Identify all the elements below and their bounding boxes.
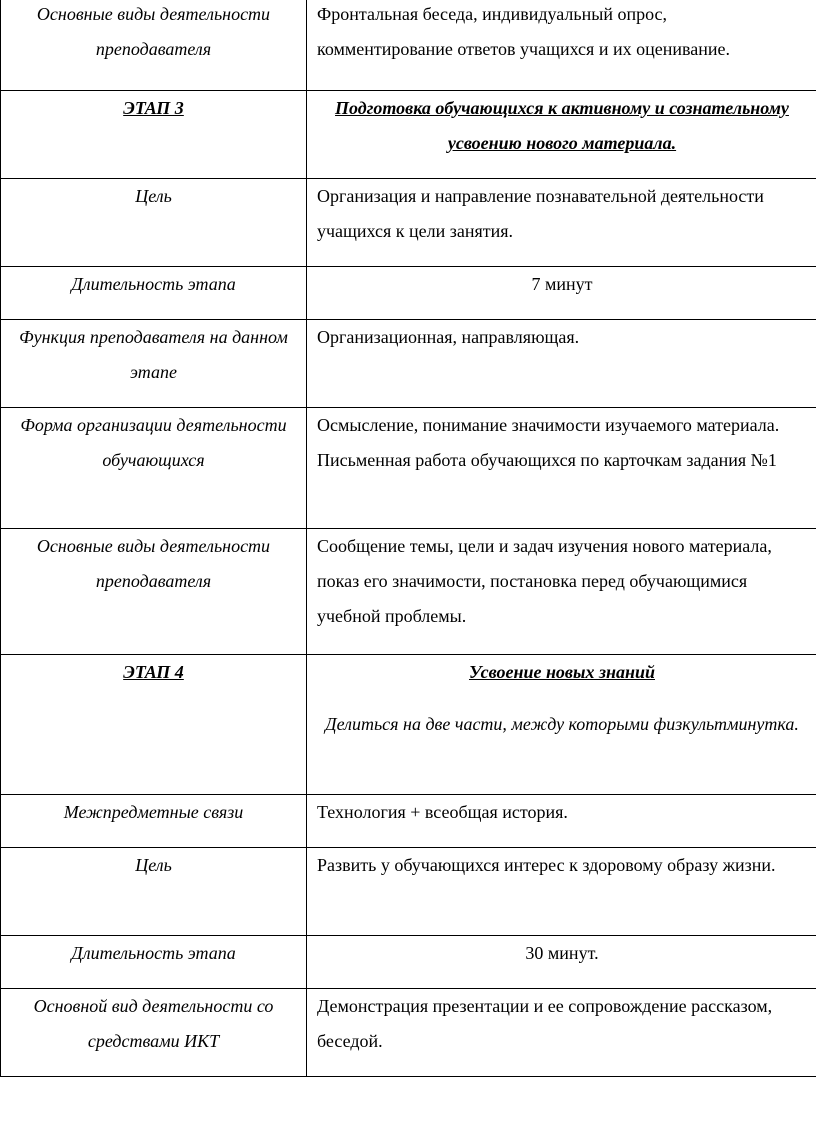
stage-3-title: Подготовка обучающихся к активному и сознательному усвоению нового материала. bbox=[335, 98, 789, 153]
stage-3-label: ЭТАП 3 bbox=[123, 98, 184, 118]
stage-4-note: Делиться на две части, между которыми физкультминутка. bbox=[325, 714, 799, 734]
table-row bbox=[1, 936, 816, 989]
row-value-cell bbox=[307, 408, 816, 529]
row-value-cell bbox=[307, 179, 816, 267]
row-value-cell bbox=[307, 795, 816, 848]
table-row bbox=[1, 320, 816, 408]
row-value: Технология + всеобщая история. bbox=[317, 802, 568, 822]
stage-label-cell bbox=[1, 655, 307, 795]
row-label-cell bbox=[1, 0, 307, 91]
table-row-stage bbox=[1, 655, 816, 795]
row-label-cell bbox=[1, 989, 307, 1077]
row-label-cell bbox=[1, 529, 307, 655]
row-label-cell bbox=[1, 320, 307, 408]
table-row bbox=[1, 529, 816, 655]
row-value-cell bbox=[307, 267, 816, 320]
table-row bbox=[1, 267, 816, 320]
table-row bbox=[1, 0, 816, 91]
row-value: Организационная, направляющая. bbox=[317, 327, 580, 347]
row-value-cell bbox=[307, 320, 816, 408]
table-row bbox=[1, 795, 816, 848]
table-row bbox=[1, 179, 816, 267]
row-label: Функция преподавателя на данном этапе bbox=[19, 327, 288, 382]
row-value: 7 минут bbox=[531, 274, 593, 294]
row-value-cell bbox=[307, 848, 816, 936]
row-label: Основные виды деятельности преподавателя bbox=[36, 4, 271, 59]
row-label: Форма организации деятельности обучающихся bbox=[20, 415, 287, 470]
row-label: Цель bbox=[135, 186, 172, 206]
row-value-cell bbox=[307, 0, 816, 91]
row-label: Цель bbox=[135, 855, 172, 875]
row-value: Организация и направление познавательной деятельности учащихся к цели занятия. bbox=[317, 186, 764, 241]
row-value-cell bbox=[307, 529, 816, 655]
row-label-cell bbox=[1, 795, 307, 848]
row-label: Межпредметные связи bbox=[63, 802, 244, 822]
table-row bbox=[1, 989, 816, 1077]
table-row bbox=[1, 408, 816, 529]
row-value: Демонстрация презентации и ее сопровождение рассказом, беседой. bbox=[317, 996, 773, 1051]
stage-4-label: ЭТАП 4 bbox=[123, 662, 184, 682]
stage-4-title: Усвоение новых знаний bbox=[468, 662, 655, 682]
row-value: Осмысление, понимание значимости изучаемого материала. Письменная работа обучающихся по карточкам задания №1 bbox=[317, 415, 780, 470]
row-label-cell bbox=[1, 408, 307, 529]
stage-label-cell bbox=[1, 91, 307, 179]
row-value-cell bbox=[307, 989, 816, 1077]
row-label-cell bbox=[1, 267, 307, 320]
row-label: Длительность этапа bbox=[71, 943, 236, 963]
table-row-stage bbox=[1, 91, 816, 179]
row-label: Основные виды деятельности преподавателя bbox=[36, 536, 271, 591]
row-value: Сообщение темы, цели и задач изучения нового материала, показ его значимости, постановка перед обучающимися учебной проблемы. bbox=[317, 536, 772, 626]
row-value: 30 минут. bbox=[525, 943, 599, 963]
stage-title-cell bbox=[307, 91, 816, 179]
table-row bbox=[1, 848, 816, 936]
row-value: Фронтальная беседа, индивидуальный опрос, комментирование ответов учащихся и их оценивание. bbox=[317, 4, 730, 59]
row-label-cell bbox=[1, 936, 307, 989]
row-label: Основной вид деятельности со средствами ИКТ bbox=[33, 996, 274, 1051]
row-label-cell bbox=[1, 179, 307, 267]
row-value-cell bbox=[307, 936, 816, 989]
row-label-cell bbox=[1, 848, 307, 936]
row-value: Развить у обучающихся интерес к здоровому образу жизни. bbox=[317, 855, 776, 875]
row-label: Длительность этапа bbox=[71, 274, 236, 294]
stage-title-cell bbox=[307, 655, 816, 795]
